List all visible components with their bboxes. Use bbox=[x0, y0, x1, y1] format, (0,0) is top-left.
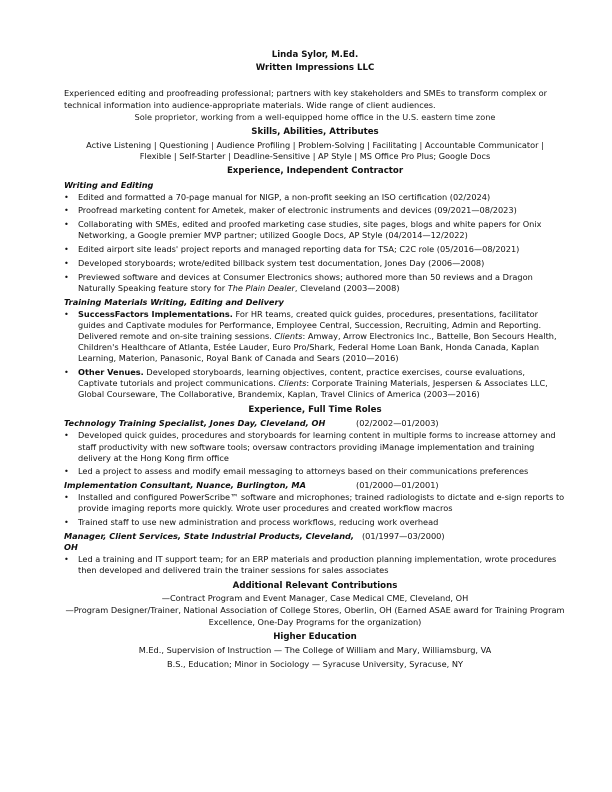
role-dates: (01/1997—03/2000) bbox=[361, 530, 445, 541]
resume-name: Linda Sylor, M.Ed. bbox=[271, 50, 359, 60]
list-item bbox=[64, 309, 566, 365]
writing-editing-list bbox=[64, 192, 566, 294]
skills-heading: Skills, Abilities, Attributes bbox=[251, 126, 379, 137]
text-segment: Developed storyboards, learning objectives, content, practice exercises, course evaluations, Captivate tutorials and project communications. bbox=[78, 367, 526, 389]
publication-title: The Plain Dealer bbox=[227, 282, 295, 293]
list-item: • Trained staff to use new administration and process workflows, reducing work overhead bbox=[64, 517, 566, 528]
list-item: • Edited airport site leads' project reports and managed reporting data for TSA; C2C role (05/2016—08/2021) bbox=[64, 244, 566, 255]
list-item: • Developed quick guides, procedures and storyboards for learning content in multiple forms to increase attorney and staff productivity with new software tools; oversaw contractors providing iManage implementation and training delivery at the Hong Kong firm office bbox=[64, 430, 566, 463]
text-segment: For HR teams, created quick guides, procedures, presentations, facilitator guides and Captivate modules for Performance, Employee Central, Succession, Recruiting, Admin and Reporting. Delivered remote and on-site training sessions. bbox=[78, 308, 542, 341]
training-subhead: Training Materials Writing, Editing and Delivery bbox=[64, 296, 284, 307]
role-dates: (01/2000—01/2001) bbox=[356, 480, 439, 491]
list-item: • Led a training and IT support team; for an ERP materials and production planning implementation, wrote procedures then developed and delivered train the trainer sessions for sales associates bbox=[64, 554, 566, 576]
list-item: • Led a project to assess and modify email messaging to attorneys based on their communications preferences bbox=[64, 466, 566, 477]
training-list bbox=[64, 309, 566, 401]
summary-paragraph: Experienced editing and proofreading professional; partners with key stakeholders and SMEs to transform complex or technical information into audience-appropriate materials. Wide range of client audiences. bbox=[64, 88, 548, 110]
list-item: • Edited and formatted a 70-page manual for NIGP, a non-profit seeking an ISO certification (02/2024) bbox=[64, 192, 566, 203]
list-item bbox=[64, 367, 566, 400]
role-list bbox=[64, 554, 566, 576]
skills-list: Active Listening | Questioning | Audience Profiling | Problem-Solving | Facilitating | Accountable Communicator | Flexible | Self-Starter | Deadline-Sensitive | AP Style | MS Office Pro Plus; Google Docs bbox=[86, 139, 544, 161]
list-item: • Installed and configured PowerScribe™ software and microphones; trained radiologists to dictate and e-sign reports to provide imaging reports more quickly. Wrote user procedures and created workflow macros bbox=[64, 492, 566, 514]
role-header bbox=[64, 418, 566, 429]
list-item: • Collaborating with SMEs, edited and proofed marketing case studies, site pages, blogs and white papers for Onix Networking, a Google premier MVP partner; utilized Google Docs, AP Style (04/2014—12/2022) bbox=[64, 219, 566, 241]
item-lead: Other Venues. bbox=[78, 367, 144, 378]
education-heading: Higher Education bbox=[273, 631, 357, 642]
text-segment: , Cleveland (2003—2008) bbox=[294, 282, 400, 293]
contributions-heading: Additional Relevant Contributions bbox=[232, 580, 398, 591]
education-item: B.S., Education; Minor in Sociology — Syracuse University, Syracuse, NY bbox=[167, 658, 463, 669]
contribution-item: —Program Designer/Trainer, National Association of College Stores, Oberlin, OH (Earned ASAE award for Training Program Excellence, One-Day Programs for the organization) bbox=[65, 605, 565, 627]
summary-note: Sole proprietor, working from a well-equipped home office in the U.S. eastern time zone bbox=[134, 111, 496, 122]
item-lead: SuccessFactors Implementations. bbox=[78, 308, 233, 319]
list-item bbox=[64, 272, 566, 294]
list-item: • Proofread marketing content for Ametek, maker of electronic instruments and devices (09/2021—08/2023) bbox=[64, 205, 566, 216]
role-list bbox=[64, 430, 566, 477]
role-header bbox=[64, 480, 566, 491]
role-list bbox=[64, 492, 566, 528]
education-item: M.Ed., Supervision of Instruction — The College of William and Mary, Williamsburg, VA bbox=[138, 645, 492, 656]
role-header bbox=[64, 531, 566, 553]
contractor-heading: Experience, Independent Contractor bbox=[226, 165, 404, 176]
role-title: Technology Training Specialist, Jones Day, Cleveland, OH bbox=[64, 418, 326, 429]
company-name: Written Impressions LLC bbox=[255, 62, 375, 73]
text-segment: : Amway, Arrow Electronics Inc., Battelle, Bon Secours Health, Children's Healthcare of Atlanta, Estée Lauder, Euro Pro/Shark, Federal Home Loan Bank, Honda Canada, Kaplan Learning, Materion, Panasonic, Royal Bank of Canada and Sears (2010—2016) bbox=[78, 330, 557, 364]
role-title: Manager, Client Services, State Industrial Products, Cleveland, OH bbox=[64, 530, 354, 553]
writing-editing-subhead: Writing and Editing bbox=[64, 179, 154, 190]
role-title: Implementation Consultant, Nuance, Burlington, MA bbox=[64, 480, 306, 491]
clients-label: Clients bbox=[274, 330, 303, 341]
clients-label: Clients bbox=[278, 378, 307, 389]
text-segment: : Corporate Training Materials, Jespersen & Associates LLC, Global Courseware, The Collaborative, Brandemix, Kaplan, Travel Clinics of America (2003—2016) bbox=[78, 378, 548, 400]
text-segment: Previewed software and devices at Consumer Electronics shows; authored more than 50 reviews and a Dragon Naturally Speaking feature story for bbox=[78, 271, 533, 293]
contribution-item: —Contract Program and Event Manager, Case Medical CME, Cleveland, OH bbox=[161, 593, 469, 604]
role-dates: (02/2002—01/2003) bbox=[356, 418, 439, 429]
list-item: • Developed storyboards; wrote/edited billback system test documentation, Jones Day (2006—2008) bbox=[64, 258, 566, 269]
fulltime-heading: Experience, Full Time Roles bbox=[248, 404, 382, 415]
